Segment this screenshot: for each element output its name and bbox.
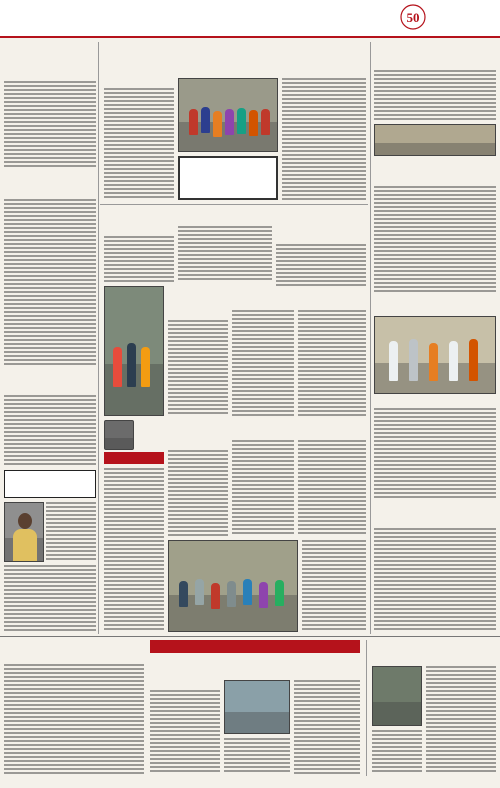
right-third-body bbox=[374, 408, 496, 498]
column-rule bbox=[366, 640, 367, 776]
column-rule bbox=[370, 42, 371, 634]
column-rule bbox=[98, 42, 99, 634]
left-lower-headline bbox=[4, 372, 96, 384]
right-second-body bbox=[374, 186, 496, 294]
right-third-headline bbox=[374, 298, 496, 312]
page-number bbox=[458, 22, 496, 33]
right-top-photo bbox=[374, 124, 496, 156]
bottom-right-photo bbox=[372, 666, 422, 726]
center-third-byline bbox=[168, 310, 228, 318]
center-col4-byline bbox=[276, 234, 366, 242]
left-mid-body bbox=[4, 199, 96, 367]
anniversary-logo bbox=[396, 2, 430, 32]
portrait-photo bbox=[4, 502, 44, 562]
lead-body-col1 bbox=[104, 88, 174, 200]
bottom-left-headline bbox=[4, 640, 144, 652]
left-box-headline bbox=[4, 470, 96, 498]
lead-body-col3 bbox=[282, 78, 366, 200]
center-box-body bbox=[104, 468, 164, 632]
right-top-headline bbox=[374, 44, 496, 58]
section-divider bbox=[0, 636, 500, 637]
bottom-right-body-2 bbox=[372, 730, 422, 774]
right-fourth-byline bbox=[374, 518, 496, 526]
bottom-center-body-2 bbox=[224, 738, 290, 774]
right-top-body bbox=[374, 70, 496, 122]
meeting-photo bbox=[168, 540, 298, 632]
center-third-headline bbox=[168, 290, 368, 306]
anniversary-number: 50 bbox=[406, 10, 420, 25]
right-second-byline bbox=[374, 176, 496, 184]
center-second-byline bbox=[104, 226, 174, 234]
left-top-byline bbox=[4, 72, 96, 80]
lead-headline bbox=[110, 44, 366, 70]
bottom-left-body bbox=[4, 664, 144, 774]
center-lower-body-1 bbox=[168, 450, 228, 536]
center-second-headline bbox=[104, 208, 270, 224]
newspaper-brand bbox=[430, 6, 496, 20]
center-lower-byline bbox=[168, 440, 228, 448]
divider bbox=[100, 204, 368, 205]
center-col4-headline bbox=[276, 208, 368, 232]
author-photo bbox=[104, 420, 134, 450]
left-top-body bbox=[4, 81, 96, 169]
bottom-center-kicker bbox=[150, 640, 360, 653]
bottom-left-byline bbox=[4, 654, 144, 662]
bullet-item bbox=[182, 190, 276, 200]
section-title bbox=[54, 3, 182, 20]
left-mid-headline bbox=[4, 174, 96, 188]
center-col4-body bbox=[276, 244, 366, 286]
left-lower-byline bbox=[4, 386, 96, 394]
lead-byline bbox=[104, 78, 174, 86]
left-box-body bbox=[4, 565, 96, 633]
lead-photo bbox=[178, 78, 278, 152]
bottom-center-headline bbox=[150, 656, 360, 676]
left-mid-byline bbox=[4, 190, 96, 198]
bottom-center-body-1 bbox=[150, 690, 220, 774]
bottom-right-headline bbox=[372, 640, 496, 654]
bottom-center-byline bbox=[150, 680, 220, 688]
center-lower-body-3 bbox=[298, 440, 366, 536]
right-fourth-headline bbox=[374, 502, 496, 516]
center-second-body-2 bbox=[178, 226, 272, 282]
center-third-body-1 bbox=[168, 320, 228, 416]
right-second-headline bbox=[374, 160, 496, 174]
center-box-label bbox=[104, 452, 164, 464]
center-second-body-1 bbox=[104, 236, 174, 282]
left-box-body-side bbox=[46, 502, 96, 562]
bottom-right-byline bbox=[372, 656, 496, 664]
right-fourth-body bbox=[374, 528, 496, 632]
event-photo-left bbox=[104, 286, 164, 416]
left-lower-body bbox=[4, 395, 96, 465]
left-top-headline bbox=[4, 44, 96, 70]
center-lower-headline bbox=[168, 420, 366, 438]
bottom-center-photo bbox=[224, 680, 290, 734]
center-third-body-2 bbox=[232, 310, 294, 416]
bottom-right-body-1 bbox=[426, 666, 496, 774]
center-third-body-3 bbox=[298, 310, 366, 416]
edition-line bbox=[46, 22, 346, 32]
center-lower-body-4 bbox=[302, 540, 366, 632]
center-lower-body-2 bbox=[232, 440, 294, 536]
right-top-byline bbox=[374, 60, 496, 68]
right-third-byline bbox=[374, 398, 496, 406]
bottom-center-body-3 bbox=[294, 680, 360, 774]
right-third-photo bbox=[374, 316, 496, 394]
